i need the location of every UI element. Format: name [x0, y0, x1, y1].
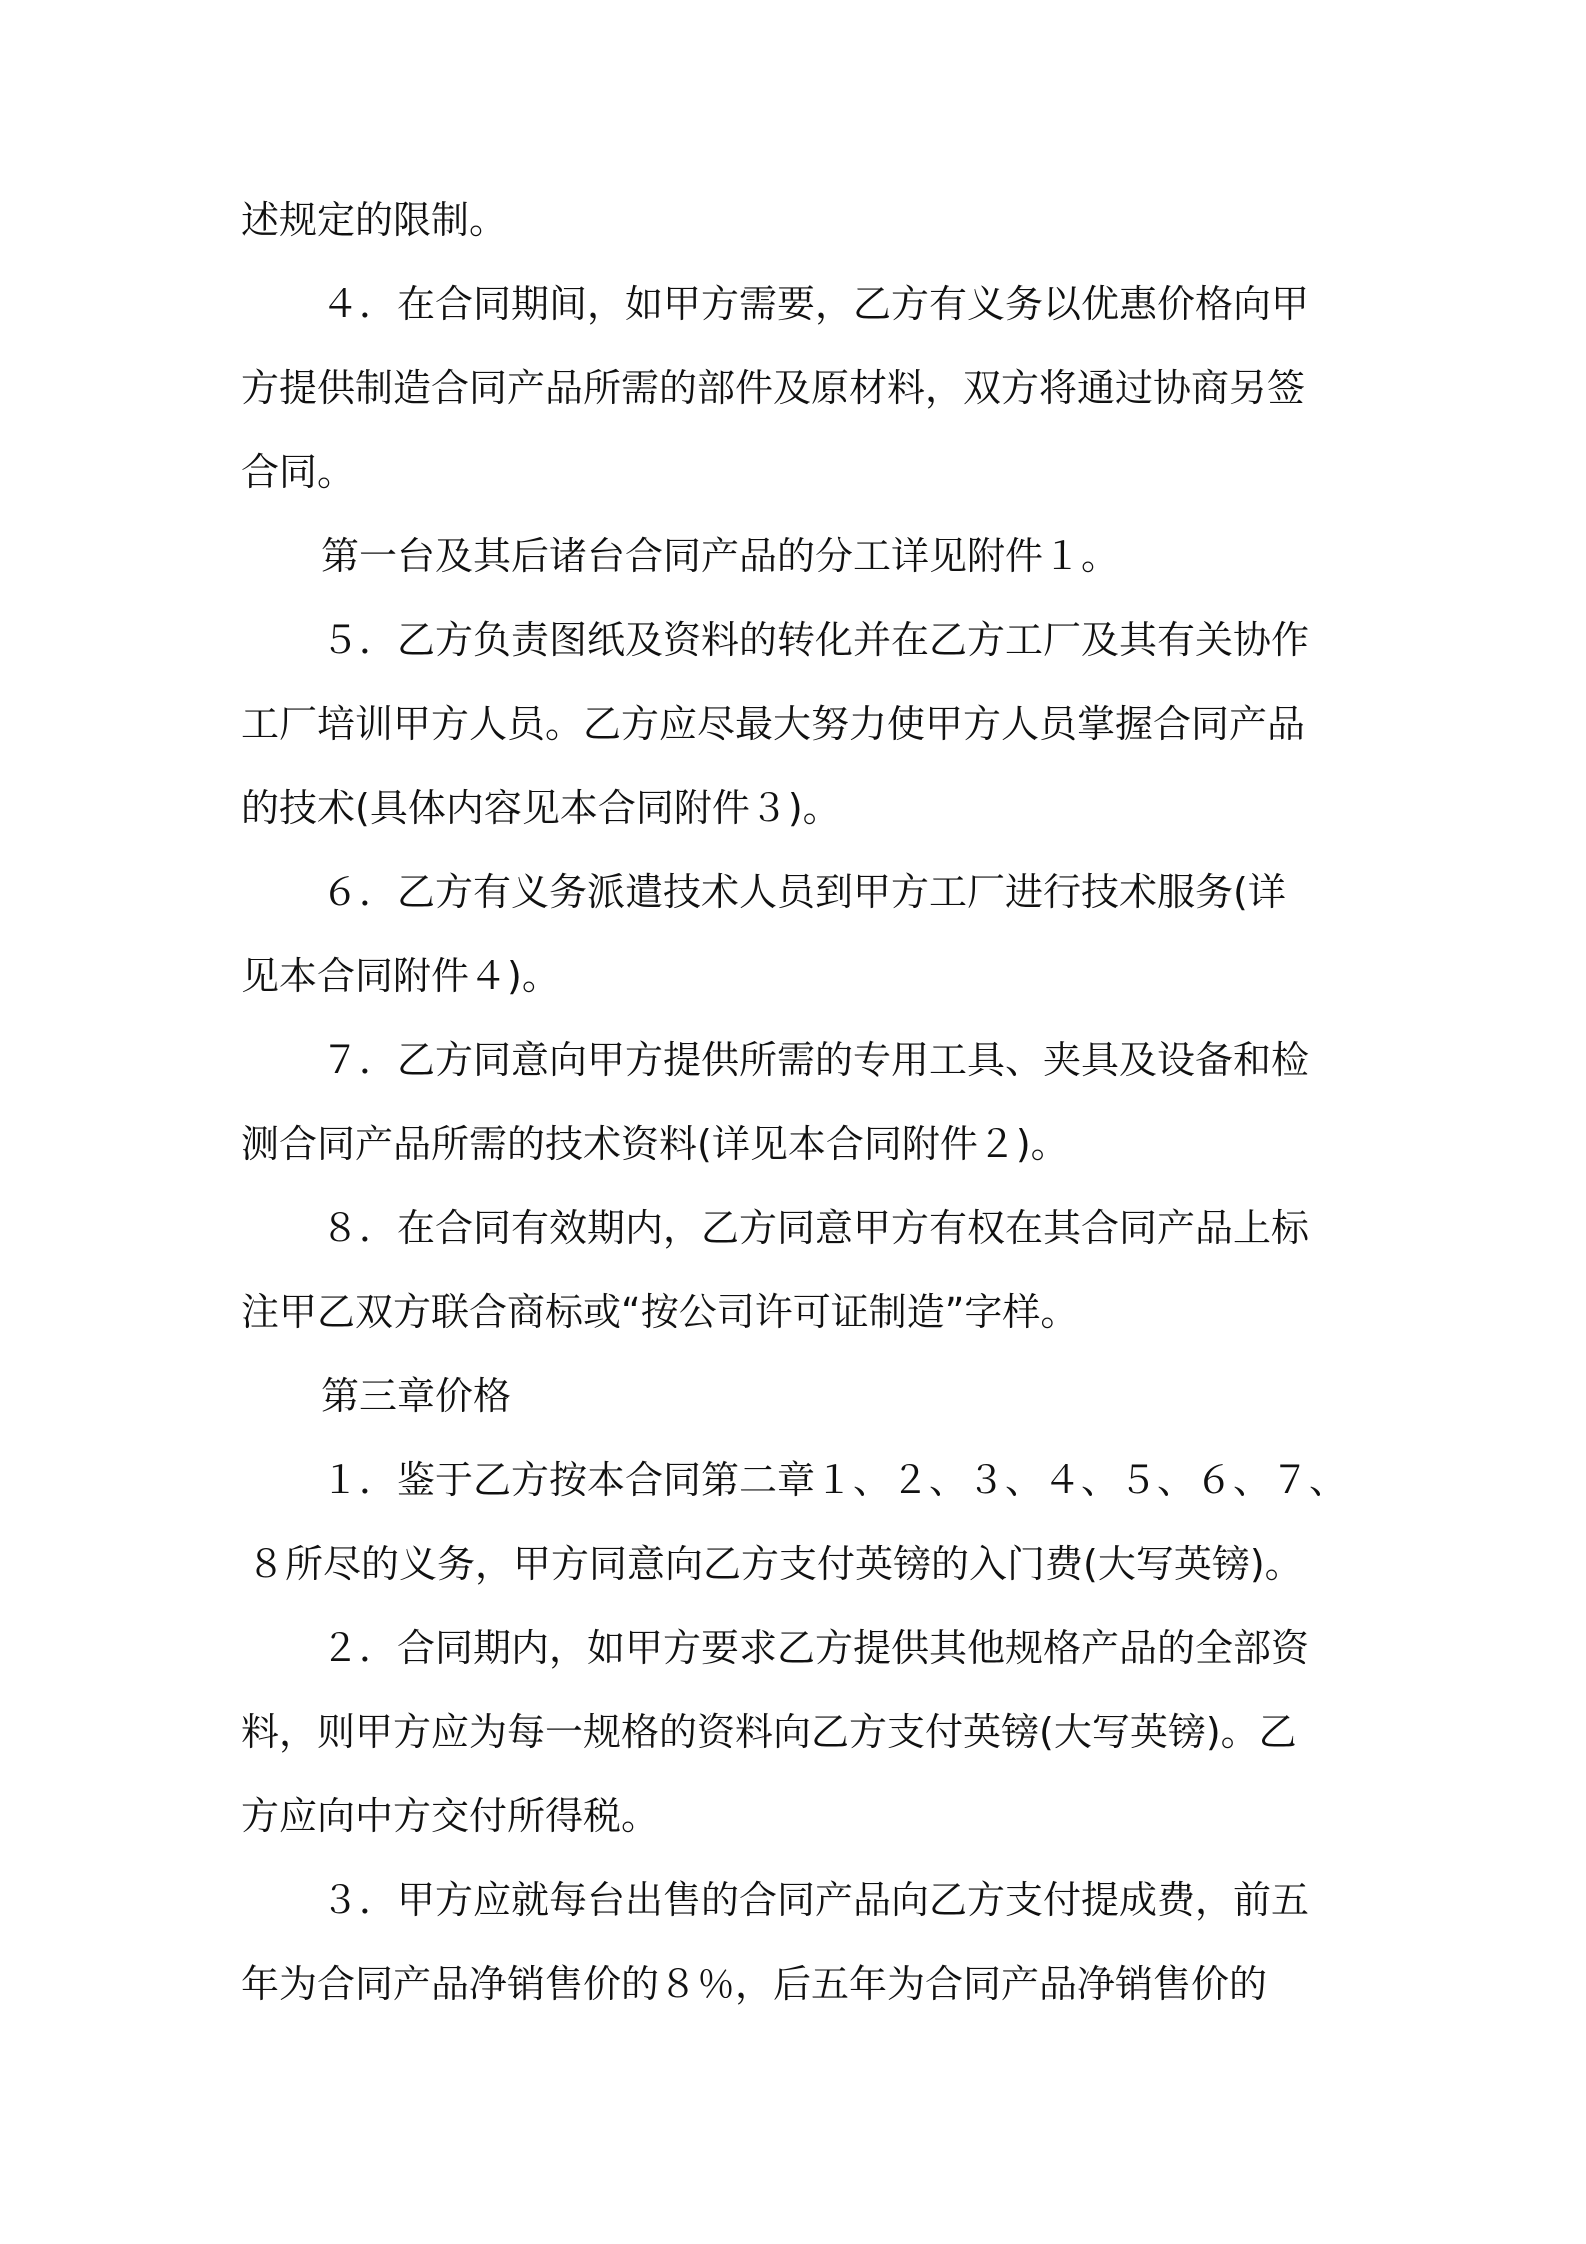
text-line: ７．乙方同意向甲方提供所需的专用工具、夹具及设备和检	[321, 1038, 1310, 1082]
text-line: 方提供制造合同产品所需的部件及原材料，双方将通过协商另签	[241, 366, 1306, 410]
text-line: 方应向中方交付所得税。	[241, 1794, 660, 1838]
text-line: ８．在合同有效期内，乙方同意甲方有权在其合同产品上标	[321, 1206, 1310, 1250]
section-heading: 第三章价格	[321, 1374, 512, 1418]
text-line: ３．甲方应就每台出售的合同产品向乙方支付提成费，前五	[321, 1878, 1310, 1922]
text-line: ８所尽的义务，甲方同意向乙方支付英镑的入门费(大写英镑)。	[247, 1542, 1303, 1586]
text-line: 述规定的限制。	[241, 198, 508, 242]
text-line: ６．乙方有义务派遣技术人员到甲方工厂进行技术服务(详	[321, 870, 1286, 914]
text-line: 工厂培训甲方人员。乙方应尽最大努力使甲方人员掌握合同产品	[241, 702, 1306, 746]
text-line: ５．乙方负责图纸及资料的转化并在乙方工厂及其有关协作	[321, 618, 1310, 662]
text-line: 见本合同附件４)。	[241, 954, 560, 998]
text-line: ４．在合同期间，如甲方需要，乙方有义务以优惠价格向甲	[321, 282, 1310, 326]
text-line: 第一台及其后诸台合同产品的分工详见附件１。	[321, 534, 1120, 578]
text-line: ２．合同期内，如甲方要求乙方提供其他规格产品的全部资	[321, 1626, 1310, 1670]
text-line: 的技术(具体内容见本合同附件３)。	[241, 786, 841, 830]
text-line: 合同。	[241, 450, 356, 494]
document-body	[241, 178, 1353, 2026]
text-line: 料，则甲方应为每一规格的资料向乙方支付英镑(大写英镑)。乙	[241, 1710, 1297, 1754]
text-line: 注甲乙双方联合商标或“按公司许可证制造”字样。	[241, 1290, 1079, 1334]
text-line: 年为合同产品净销售价的８％，后五年为合同产品净销售价的	[241, 1962, 1268, 2006]
text-line: 测合同产品所需的技术资料(详见本合同附件２)。	[241, 1122, 1069, 1166]
text-line: １．鉴于乙方按本合同第二章１、２、３、４、５、６、７、	[321, 1458, 1348, 1502]
